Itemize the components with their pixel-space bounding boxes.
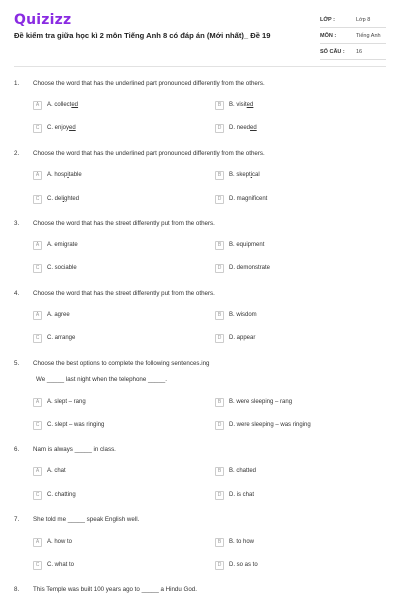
answer-option-b[interactable] [215, 466, 256, 476]
option-text: D. is chat [229, 492, 255, 498]
question-number: 5. [14, 360, 20, 367]
meta-value: Tiếng Anh [356, 32, 381, 39]
question-number: 2. [14, 150, 20, 157]
option-text: D. appear [229, 335, 256, 341]
option-text: B. wisdom [229, 312, 257, 318]
question-number: 7. [14, 516, 20, 523]
option-text: A. how to [47, 539, 73, 545]
answer-option-d[interactable] [215, 490, 254, 500]
question-number: 1. [14, 80, 20, 87]
underlined-part: i [250, 172, 253, 178]
question-sentence: We _____ last night when the telephone _____. [36, 376, 167, 383]
question-text: Choose the word that has the street differently put from the others. [33, 290, 215, 297]
answer-option-c[interactable] [33, 560, 74, 570]
meta-label: MÔN : [320, 32, 337, 39]
option-letter-box: D [215, 124, 224, 133]
question-text: Choose the best options to complete the following sentences.ing [33, 360, 210, 367]
option-letter-box: D [215, 334, 224, 343]
answer-option-b[interactable] [215, 537, 254, 547]
option-text: D. needed [229, 125, 257, 131]
option-text: C. enjoyed [47, 125, 76, 131]
underlined-part: ed [69, 125, 76, 131]
document-title: Đề kiểm tra giữa học kì 2 môn Tiếng Anh 8 có đáp án (Mới nhất)_ Đề 19 [14, 31, 271, 40]
question-text: Nam is always _____ in class. [33, 446, 116, 453]
option-letter-box: B [215, 467, 224, 476]
option-text: C. chatting [47, 492, 76, 498]
answer-option-c[interactable] [33, 333, 75, 343]
option-text: D. were sleeping – was ringing [229, 422, 311, 428]
underlined-part: ed [71, 102, 79, 108]
answer-option-b[interactable] [215, 240, 264, 250]
option-letter-box: B [215, 171, 224, 180]
answer-option-a[interactable] [33, 310, 70, 320]
answer-option-d[interactable] [215, 333, 255, 343]
option-letter-box: D [215, 421, 224, 430]
option-letter-box: B [215, 101, 224, 110]
option-text: A. emigrate [47, 242, 78, 248]
answer-option-d[interactable] [215, 420, 311, 430]
option-text: D. demonstrate [229, 265, 271, 271]
question-number: 8. [14, 586, 20, 593]
answer-option-c[interactable] [33, 490, 76, 500]
option-letter-box: D [215, 195, 224, 204]
answer-option-b[interactable] [215, 100, 253, 110]
option-letter-box: B [215, 398, 224, 407]
meta-label: LỚP : [320, 16, 335, 23]
header-divider [14, 66, 386, 67]
answer-option-a[interactable] [33, 240, 78, 250]
option-text: A. hospitable [47, 172, 82, 178]
answer-option-d[interactable] [215, 560, 258, 570]
option-text: A. agree [47, 312, 70, 318]
quizizz-logo: Quizizz [14, 12, 72, 28]
option-letter-box: D [215, 264, 224, 273]
option-letter-box: D [215, 491, 224, 500]
option-letter-box: A [33, 467, 42, 476]
option-text: B. equipment [229, 242, 265, 248]
answer-option-c[interactable] [33, 194, 79, 204]
question-number: 6. [14, 446, 20, 453]
option-letter-box: A [33, 101, 42, 110]
answer-option-c[interactable] [33, 263, 77, 273]
answer-option-d[interactable] [215, 123, 257, 133]
option-text: C. arrange [47, 335, 76, 341]
option-text: A. collected [47, 102, 79, 108]
option-letter-box: C [33, 561, 42, 570]
option-letter-box: C [33, 195, 42, 204]
option-text: B. skeptical [229, 172, 260, 178]
option-letter-box: A [33, 538, 42, 547]
option-letter-box: B [215, 538, 224, 547]
answer-option-a[interactable] [33, 170, 82, 180]
question-text: This Temple was built 100 years ago to _____ a Hindu God. [33, 586, 197, 593]
answer-option-b[interactable] [215, 170, 260, 180]
underlined-part: ed [246, 102, 254, 108]
option-text: A. slept – rang [47, 399, 86, 405]
answer-option-a[interactable] [33, 397, 86, 407]
option-letter-box: C [33, 264, 42, 273]
question-text: Choose the word that has the underlined part pronounced differently from the others. [33, 150, 265, 157]
meta-table [320, 12, 386, 60]
option-text: C. delighted [47, 196, 80, 202]
answer-option-c[interactable] [33, 420, 104, 430]
option-letter-box: A [33, 241, 42, 250]
underlined-part: i [67, 172, 69, 178]
option-text: C. sociable [47, 265, 77, 271]
option-text: B. visited [229, 102, 254, 108]
option-text: C. slept – was ringing [47, 422, 105, 428]
answer-option-c[interactable] [33, 123, 76, 133]
option-letter-box: C [33, 491, 42, 500]
option-text: B. to how [229, 539, 255, 545]
answer-option-d[interactable] [215, 194, 267, 204]
meta-row-count [320, 44, 386, 60]
option-text: B. chatted [229, 468, 257, 474]
answer-option-b[interactable] [215, 397, 292, 407]
option-letter-box: A [33, 171, 42, 180]
option-letter-box: A [33, 311, 42, 320]
meta-value: 16 [356, 48, 363, 55]
question-text: Choose the word that has the underlined part pronounced differently from the others. [33, 80, 265, 87]
option-text: D. so as to [229, 562, 258, 568]
answer-option-a[interactable] [33, 466, 66, 476]
answer-option-b[interactable] [215, 310, 257, 320]
underlined-part: ed [250, 125, 257, 131]
meta-label: SỐ CÂU : [320, 48, 345, 55]
option-letter-box: C [33, 124, 42, 133]
question-text: Choose the word that has the street differently put from the others. [33, 220, 215, 227]
option-letter-box: A [33, 398, 42, 407]
question-number: 3. [14, 220, 20, 227]
answer-option-a[interactable] [33, 100, 78, 110]
option-letter-box: C [33, 421, 42, 430]
meta-row-class [320, 12, 386, 28]
option-letter-box: C [33, 334, 42, 343]
answer-option-d[interactable] [215, 263, 270, 273]
option-text: B. were sleeping – rang [229, 399, 293, 405]
answer-option-a[interactable] [33, 537, 72, 547]
question-number: 4. [14, 290, 20, 297]
underlined-part: i [62, 196, 65, 202]
option-text: A. chat [47, 468, 66, 474]
option-letter-box: D [215, 561, 224, 570]
meta-value: Lớp 8 [356, 16, 371, 23]
option-text: D. magnificent [229, 196, 268, 202]
meta-row-subject [320, 28, 386, 44]
option-text: C. what to [47, 562, 75, 568]
option-letter-box: B [215, 311, 224, 320]
question-text: She told me _____ speak English well. [33, 516, 140, 523]
option-letter-box: B [215, 241, 224, 250]
